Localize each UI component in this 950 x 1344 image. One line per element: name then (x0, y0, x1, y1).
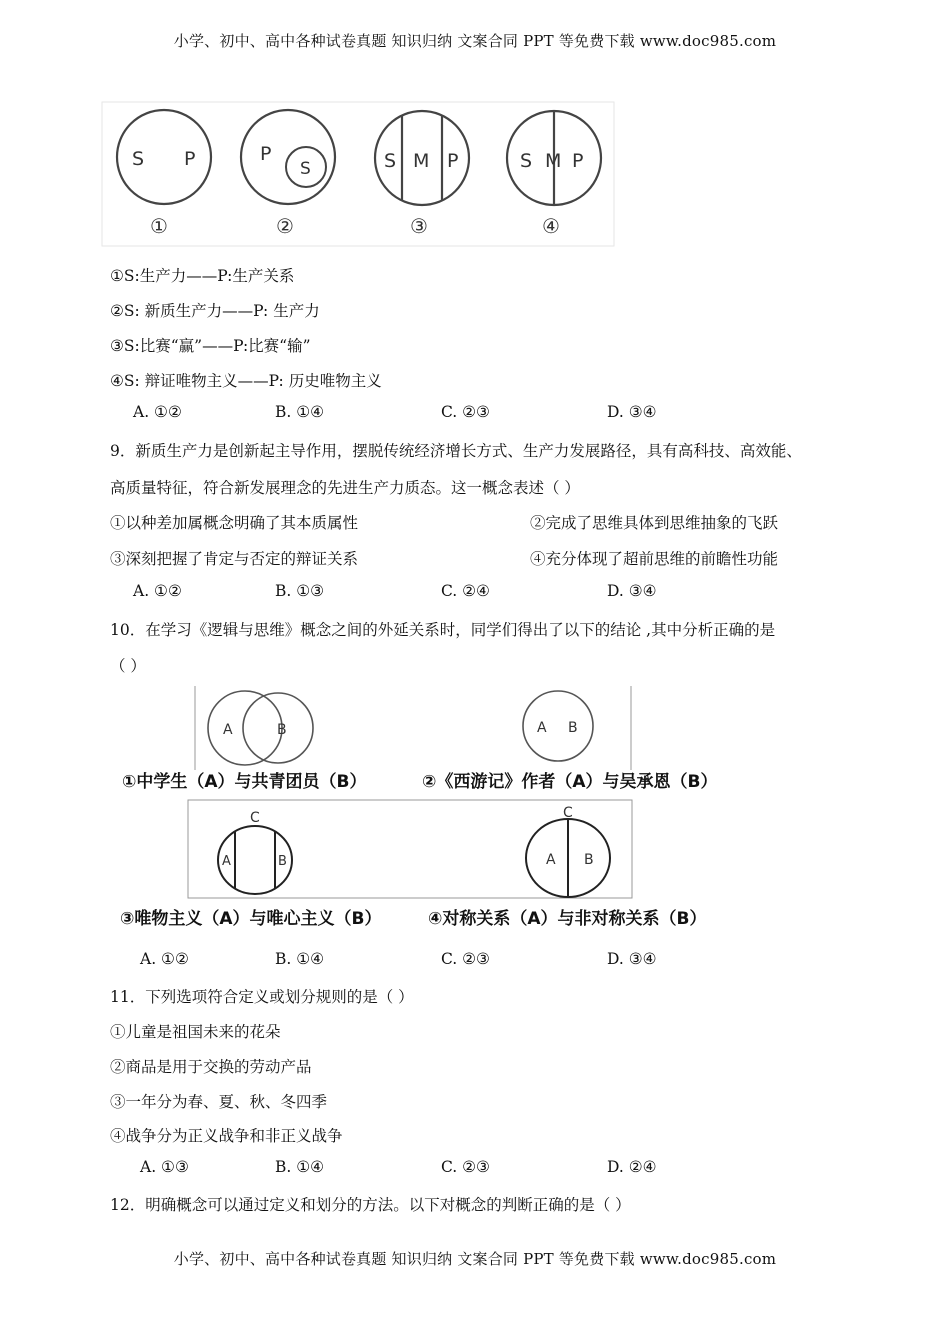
q9-item-4: ④充分体现了超前思维的前瞻性功能 (530, 550, 779, 568)
q8-d4-s: S (520, 150, 533, 172)
q8-d2-p: P (260, 143, 272, 165)
q8-d3-s: S (384, 150, 397, 172)
q10-caption-4: ④对称关系（A）与非对称关系（B） (428, 909, 707, 929)
q8-diagram-2 (241, 110, 335, 238)
q8-d3-num: ③ (410, 214, 428, 238)
q9-item-2: ②完成了思维具体到思维抽象的飞跃 (530, 514, 779, 532)
q11-option-c: C. ②③ (441, 1158, 490, 1176)
q10-d4-b: B (584, 852, 594, 868)
q9-option-b: B. ①③ (275, 582, 325, 600)
q8-d3-m: M (413, 150, 430, 172)
q10-diagram-panel-bottom (185, 798, 635, 902)
q11-item-1: ①儿童是祖国未来的花朵 (110, 1023, 281, 1041)
q11-item-3: ③一年分为春、夏、秋、冬四季 (110, 1093, 328, 1111)
q10-stem: 10．在学习《逻辑与思维》概念之间的外延关系时，同学们得出了以下的结论 ,其中分析正确的是 (110, 621, 776, 639)
q9-option-a: A. ①② (133, 582, 182, 600)
page-header: 小学、初中、高中各种试卷真题 知识归纳 文案合同 PPT 等免费下载 www.doc985.com (173, 32, 777, 50)
q10-caption-1: ①中学生（A）与共青团员（B） (122, 772, 367, 792)
q9-option-c: C. ②④ (441, 582, 490, 600)
q10-answer-paren: （ ） (110, 657, 146, 675)
q10-d4-c: C (563, 805, 573, 821)
q8-d1-num: ① (150, 214, 168, 238)
q10-option-a: A. ①② (140, 950, 189, 968)
q11-option-a: A. ①③ (140, 1158, 189, 1176)
q10-caption-2: ②《西游记》作者（A）与吴承恩（B） (422, 772, 718, 792)
q8-item-3: ③S:比赛“赢”——P:比赛“输” (110, 337, 311, 355)
q8-d1-s: S (132, 148, 145, 170)
q8-d3-p: P (447, 150, 459, 172)
q8-d1-p: P (184, 148, 196, 170)
q10-diagram-4 (526, 805, 610, 897)
q10-d2-a: A (537, 720, 547, 736)
q10-option-b: B. ①④ (275, 950, 325, 968)
q8-item-4: ④S: 辩证唯物主义——P: 历史唯物主义 (110, 372, 382, 390)
q10-d2-b: B (568, 720, 578, 736)
q9-stem-line1: 9．新质生产力是创新起主导作用，摆脱传统经济增长方式、生产力发展路径，具有高科技、高效能、 (110, 442, 802, 460)
q11-option-b: B. ①④ (275, 1158, 325, 1176)
q8-d4-num: ④ (542, 214, 560, 238)
q10-diagram-panel-top (190, 684, 635, 772)
q10-d3-a: A (222, 854, 231, 869)
q8-d4-p: P (572, 150, 584, 172)
q9-item-1: ①以种差加属概念明确了其本质属性 (110, 514, 359, 532)
q9-stem-line2: 高质量特征，符合新发展理念的先进生产力质态。这一概念表述（ ） (110, 479, 580, 497)
q10-d3-c: C (250, 810, 260, 826)
q10-d1-a: A (223, 722, 233, 738)
q8-option-a: A. ①② (133, 403, 182, 421)
q10-diagram-3 (218, 810, 292, 894)
q8-d2-s: S (300, 159, 311, 179)
q8-item-1: ①S:生产力——P:生产关系 (110, 267, 295, 285)
q8-diagram-1 (117, 110, 211, 238)
q8-diagram-3 (375, 111, 469, 238)
q8-d4-m: M (545, 150, 562, 172)
q10-d3-b: B (278, 854, 287, 869)
q8-diagram-4 (507, 111, 601, 238)
q8-option-d: D. ③④ (607, 403, 657, 421)
q10-diagram-1 (208, 691, 313, 765)
q10-option-c: C. ②③ (441, 950, 490, 968)
q8-d2-num: ② (276, 214, 294, 238)
q11-item-4: ④战争分为正义战争和非正义战争 (110, 1127, 343, 1145)
q9-item-3: ③深刻把握了肯定与否定的辩证关系 (110, 550, 359, 568)
q10-diagram-2 (523, 691, 593, 761)
q8-item-2: ②S: 新质生产力——P: 生产力 (110, 302, 320, 320)
q8-venn-diagrams (100, 100, 620, 250)
q9-option-d: D. ③④ (607, 582, 657, 600)
page-footer: 小学、初中、高中各种试卷真题 知识归纳 文案合同 PPT 等免费下载 www.doc985.com (173, 1250, 777, 1268)
q8-option-b: B. ①④ (275, 403, 325, 421)
q12-stem: 12．明确概念可以通过定义和划分的方法。以下对概念的判断正确的是（ ） (110, 1196, 631, 1214)
q8-option-c: C. ②③ (441, 403, 490, 421)
q10-caption-3: ③唯物主义（A）与唯心主义（B） (120, 909, 382, 929)
q11-item-2: ②商品是用于交换的劳动产品 (110, 1058, 312, 1076)
q10-d1-b: B (277, 722, 287, 738)
q11-option-d: D. ②④ (607, 1158, 657, 1176)
q10-option-d: D. ③④ (607, 950, 657, 968)
q10-d4-a: A (546, 852, 556, 868)
q11-stem: 11．下列选项符合定义或划分规则的是（ ） (110, 988, 414, 1006)
